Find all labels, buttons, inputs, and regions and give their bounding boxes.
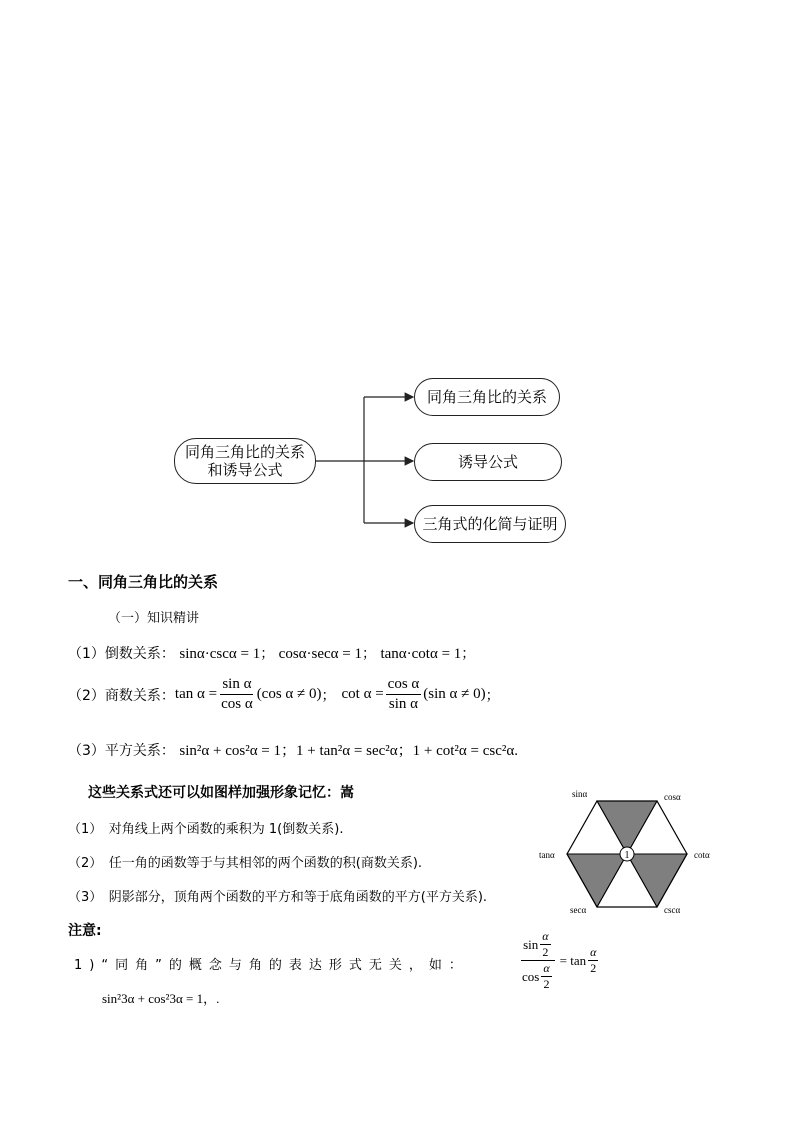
square-label: （3）平方关系： xyxy=(68,743,175,759)
cos-text: cos xyxy=(522,969,540,984)
alpha: α xyxy=(542,929,549,943)
quotient-label: （2）商数关系： xyxy=(68,687,175,704)
mindmap-branch-1: 同角三角比的关系 xyxy=(414,378,560,416)
reciprocal-row: （1）倒数关系： sinα·cscα = 1； cosα·secα = 1； tanα·cotα = 1； xyxy=(68,646,476,662)
alpha-over-two xyxy=(588,946,598,975)
memory-point-2: （2） 任一角的函数等于与其相邻的两个函数的积(商数关系). xyxy=(68,856,423,871)
alpha-over-two xyxy=(540,930,550,959)
label-sec: secα xyxy=(570,905,587,915)
alpha: α xyxy=(543,961,550,975)
note-title: 注意: xyxy=(68,923,102,939)
label-sin: sinα xyxy=(572,789,588,799)
square-row xyxy=(68,739,518,760)
shade-bottom-left xyxy=(567,854,627,907)
memory-garbled-char: 嵩 xyxy=(340,785,354,801)
quotient-condition-2: (sin α ≠ 0) xyxy=(423,686,486,702)
quotient-fraction-2 xyxy=(386,676,422,713)
square-formula: sin²α + cos²α = 1；1 + tan²α = sec²α；1 + cot²α = csc²α. xyxy=(179,743,518,759)
memory-intro xyxy=(88,782,354,802)
quotient-fraction-1 xyxy=(219,676,255,713)
alpha-over-two xyxy=(541,962,551,991)
mindmap-branch-3: 三角式的化简与证明 xyxy=(414,505,566,543)
reciprocal-label: （1）倒数关系： xyxy=(68,646,175,662)
memory-point-1: （1） 对角线上两个函数的乘积为 1(倒数关系). xyxy=(68,822,344,837)
big-fraction-numerator xyxy=(521,930,554,961)
big-fraction xyxy=(520,930,556,991)
sin-text: sin xyxy=(523,937,539,952)
memory-point-3: （3） 阴影部分，顶角两个函数的平方和等于底角函数的平方(平方关系). xyxy=(68,890,488,905)
note-item-1-formula: sin²3α + cos²3α = 1，. xyxy=(102,991,220,1006)
hexagon-center-label: 1 xyxy=(624,850,630,861)
two: 2 xyxy=(590,961,597,975)
two: 2 xyxy=(543,977,550,991)
hexagon-diagram xyxy=(530,782,730,922)
section-subtitle: （一）知识精讲 xyxy=(108,611,200,626)
big-fraction-denominator xyxy=(520,961,556,991)
fraction-denominator: sin α xyxy=(388,696,419,712)
fraction-numerator: cos α xyxy=(386,676,422,695)
shade-top xyxy=(597,801,657,854)
equals-tan: = tan xyxy=(559,952,587,968)
label-tan: tanα xyxy=(539,850,555,860)
memory-intro-text: 这些关系式还可以如图样加强形象记忆： xyxy=(88,785,340,801)
label-csc: cscα xyxy=(664,905,681,915)
reciprocal-formula-1: sinα·cscα = 1 xyxy=(179,646,261,662)
reciprocal-formula-2: cosα·secα = 1 xyxy=(278,646,362,662)
two: 2 xyxy=(542,945,549,959)
section-title: 一、同角三角比的关系 xyxy=(68,573,219,591)
fraction-denominator: cos α xyxy=(221,696,253,712)
label-cot: cotα xyxy=(694,850,710,860)
alpha: α xyxy=(590,945,597,959)
shade-bottom-right xyxy=(627,854,687,907)
mindmap-branch-2: 诱导公式 xyxy=(414,443,562,481)
reciprocal-formula-3: tanα·cotα = 1 xyxy=(380,646,462,662)
quotient-row: （2）商数关系： tan α = $\frac{\text{sin α}}{\text{cos α}}$ (cos α ≠ 0) ； cot α = $\frac{\text{cos α}}{\text{sin α}}$ (sin α ≠ 0) ； xyxy=(68,676,500,712)
note-half-angle-formula xyxy=(518,930,600,991)
quotient-cot: cot α = xyxy=(341,686,384,702)
fraction-numerator: sin α xyxy=(220,676,253,695)
quotient-condition-1: (cos α ≠ 0) xyxy=(256,686,322,702)
label-cos: cosα xyxy=(664,792,681,802)
note-item-1-text: 1)“同角”的概念与角的表达形式无关，如： xyxy=(74,958,469,973)
mindmap-root-line2: 和诱导公式 xyxy=(207,461,283,479)
mindmap-root-line1: 同角三角比的关系 xyxy=(184,443,305,461)
quotient-tan: tan α = xyxy=(174,686,218,702)
mindmap-root xyxy=(174,438,316,484)
